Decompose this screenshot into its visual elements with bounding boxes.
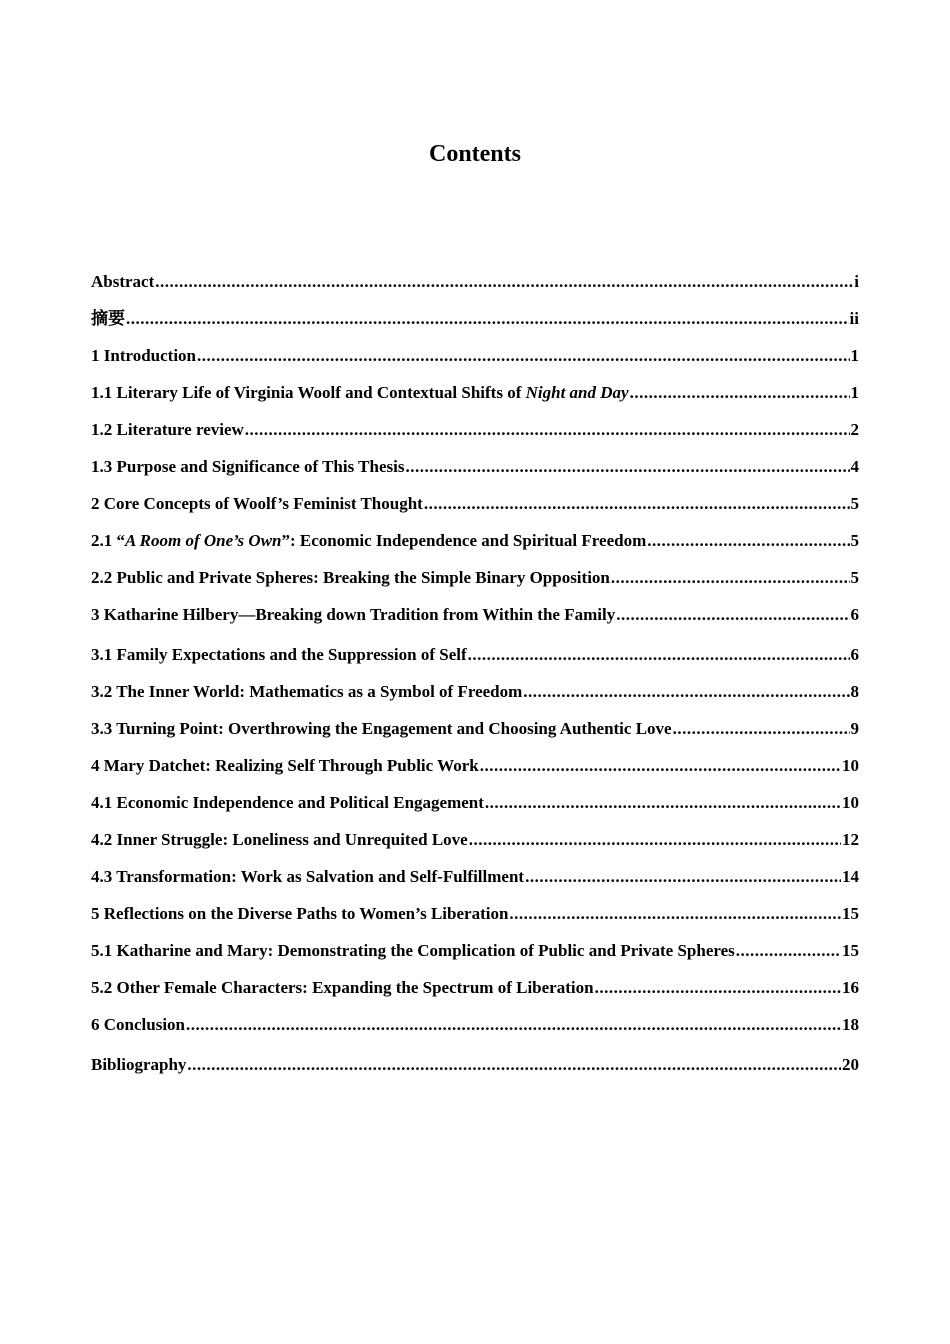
toc-page-number: 4 (850, 457, 859, 476)
dot-leader (405, 455, 849, 479)
toc-entry-label (91, 603, 615, 627)
toc-page-number: 18 (842, 1015, 859, 1034)
toc-page-number: 5 (850, 494, 859, 513)
toc-entry-label (91, 754, 479, 778)
dot-leader (595, 976, 841, 1000)
dot-leader (616, 603, 849, 627)
toc-page-number: 15 (842, 904, 859, 923)
toc-entry-label (91, 865, 524, 889)
toc-entry-label (91, 307, 125, 331)
toc-entry[interactable] (91, 680, 859, 704)
toc-entry-label (91, 976, 594, 1000)
toc-page-number: i (854, 272, 859, 291)
toc-page-number: 15 (842, 941, 859, 960)
toc-entry[interactable] (91, 828, 859, 852)
dot-leader (630, 381, 850, 405)
dot-leader (424, 492, 850, 516)
toc-page-number: 10 (842, 756, 859, 775)
dot-leader (611, 566, 850, 590)
toc-entry-text: 1.3 Purpose and Significance of This Thesis (91, 457, 405, 476)
toc-entry[interactable] (91, 791, 859, 815)
dot-leader (485, 791, 841, 815)
dot-leader (509, 902, 841, 926)
dot-leader (468, 643, 850, 667)
dot-leader (525, 865, 841, 889)
toc-entry-label (91, 529, 646, 553)
toc-page-number: 6 (850, 645, 859, 664)
toc-page-number: 9 (850, 719, 859, 738)
toc-entry-text: 1.1 Literary Life of Virginia Woolf and Contextual Shifts of (91, 383, 526, 402)
toc-entry-label (91, 344, 196, 368)
toc-entry-label (91, 680, 522, 704)
dot-leader (155, 270, 853, 294)
toc-page-number: 1 (850, 383, 859, 402)
toc-entry-label (91, 566, 610, 590)
toc-entry-text: 3.1 Family Expectations and the Suppression of Self (91, 645, 467, 664)
toc-entry-text: 5.2 Other Female Characters: Expanding the Spectrum of Liberation (91, 978, 594, 997)
dot-leader (673, 717, 850, 741)
toc-entry-text: 5.1 Katharine and Mary: Demonstrating the Complication of Public and Private Spheres (91, 941, 735, 960)
toc-entry-label (91, 455, 404, 479)
toc-entry-label (91, 643, 467, 667)
toc-page-number: 10 (842, 793, 859, 812)
toc-entry[interactable] (91, 529, 859, 553)
toc-entry[interactable] (91, 418, 859, 442)
toc-entry-text: Bibliography (91, 1055, 187, 1074)
dot-leader (186, 1013, 841, 1037)
toc-entry[interactable] (91, 603, 859, 627)
toc-page-number: 5 (850, 531, 859, 550)
toc-page-number: 14 (842, 867, 859, 886)
toc-entry[interactable] (91, 344, 859, 368)
toc-entry-text: 6 Conclusion (91, 1015, 185, 1034)
toc-entry-label (91, 381, 629, 405)
toc-entry-text: 4.3 Transformation: Work as Salvation and Self-Fulfillment (91, 867, 525, 886)
toc-page-number: 12 (842, 830, 859, 849)
toc-entry-text-tail: ”: Economic Independence and Spiritual Freedom (281, 531, 647, 550)
toc-entry[interactable] (91, 976, 859, 1000)
toc-entry-label (91, 791, 484, 815)
toc-page-number: 2 (850, 420, 859, 439)
dot-leader (469, 828, 841, 852)
dot-leader (126, 307, 849, 331)
toc-entry[interactable] (91, 717, 859, 741)
toc-entry[interactable] (91, 902, 859, 926)
toc-entry-label (91, 492, 423, 516)
toc-entry-label (91, 717, 672, 741)
dot-leader (480, 754, 841, 778)
dot-leader (245, 418, 850, 442)
toc-entry-text: 3.3 Turning Point: Overthrowing the Engagement and Choosing Authentic Love (91, 719, 672, 738)
toc-entry-text: 3 Katharine Hilbery—Breaking down Tradition from Within the Family (91, 605, 616, 624)
toc-entry-label (91, 1053, 186, 1077)
toc-page-number: 8 (850, 682, 859, 701)
dot-leader (523, 680, 849, 704)
toc-entry-text: 2 Core Concepts of Woolf’s Feminist Thought (91, 494, 423, 513)
toc-entry-text: 摘要 (91, 309, 125, 328)
toc-page-number: 16 (842, 978, 859, 997)
toc-entry-label (91, 828, 468, 852)
toc-entry[interactable] (91, 381, 859, 405)
toc-page-number: 20 (842, 1055, 859, 1074)
toc-entry-text: 1.2 Literature review (91, 420, 244, 439)
toc-entry-text: 4.1 Economic Independence and Political Engagement (91, 793, 484, 812)
toc-entry-text: Abstract (91, 272, 155, 291)
toc-page-number: ii (849, 309, 859, 328)
toc-entry-label (91, 1013, 185, 1037)
toc-entry[interactable] (91, 754, 859, 778)
toc-entry[interactable] (91, 939, 859, 963)
toc-entry-text: 3.2 The Inner World: Mathematics as a Symbol of Freedom (91, 682, 523, 701)
toc-entry[interactable] (91, 643, 859, 667)
toc-entry[interactable] (91, 1013, 859, 1037)
toc-entry-text: 2.1 “ (91, 531, 125, 550)
toc-entry-text: 1 Introduction (91, 346, 197, 365)
dot-leader (736, 939, 841, 963)
dot-leader (647, 529, 849, 553)
toc-entry[interactable] (91, 492, 859, 516)
toc-page-number: 5 (850, 568, 859, 587)
dot-leader (197, 344, 849, 368)
toc-page-number: 6 (850, 605, 859, 624)
page-title: Contents (428, 141, 521, 167)
toc-entry-italic-title: A Room of One’s Own (125, 531, 282, 550)
toc-entry-italic-title: Night and Day (525, 383, 629, 402)
toc-entry[interactable] (91, 270, 859, 294)
toc-entry[interactable] (91, 455, 859, 479)
toc-entry-label (91, 270, 154, 294)
toc-entry-text: 4 Mary Datchet: Realizing Self Through Public Work (91, 756, 479, 775)
toc-entry[interactable] (91, 865, 859, 889)
toc-entry-label (91, 902, 508, 926)
toc-entry-text: 4.2 Inner Struggle: Loneliness and Unrequited Love (91, 830, 468, 849)
toc-entry[interactable] (91, 1053, 859, 1077)
toc-entry-label (91, 418, 244, 442)
toc-entry-label (91, 939, 735, 963)
toc-entry[interactable] (91, 307, 859, 331)
toc-page-number: 1 (850, 346, 859, 365)
toc-entry-text: 2.2 Public and Private Spheres: Breaking the Simple Binary Opposition (91, 568, 610, 587)
dot-leader (187, 1053, 841, 1077)
toc-entry-text: 5 Reflections on the Diverse Paths to Women’s Liberation (91, 904, 509, 923)
toc-entry[interactable] (91, 566, 859, 590)
